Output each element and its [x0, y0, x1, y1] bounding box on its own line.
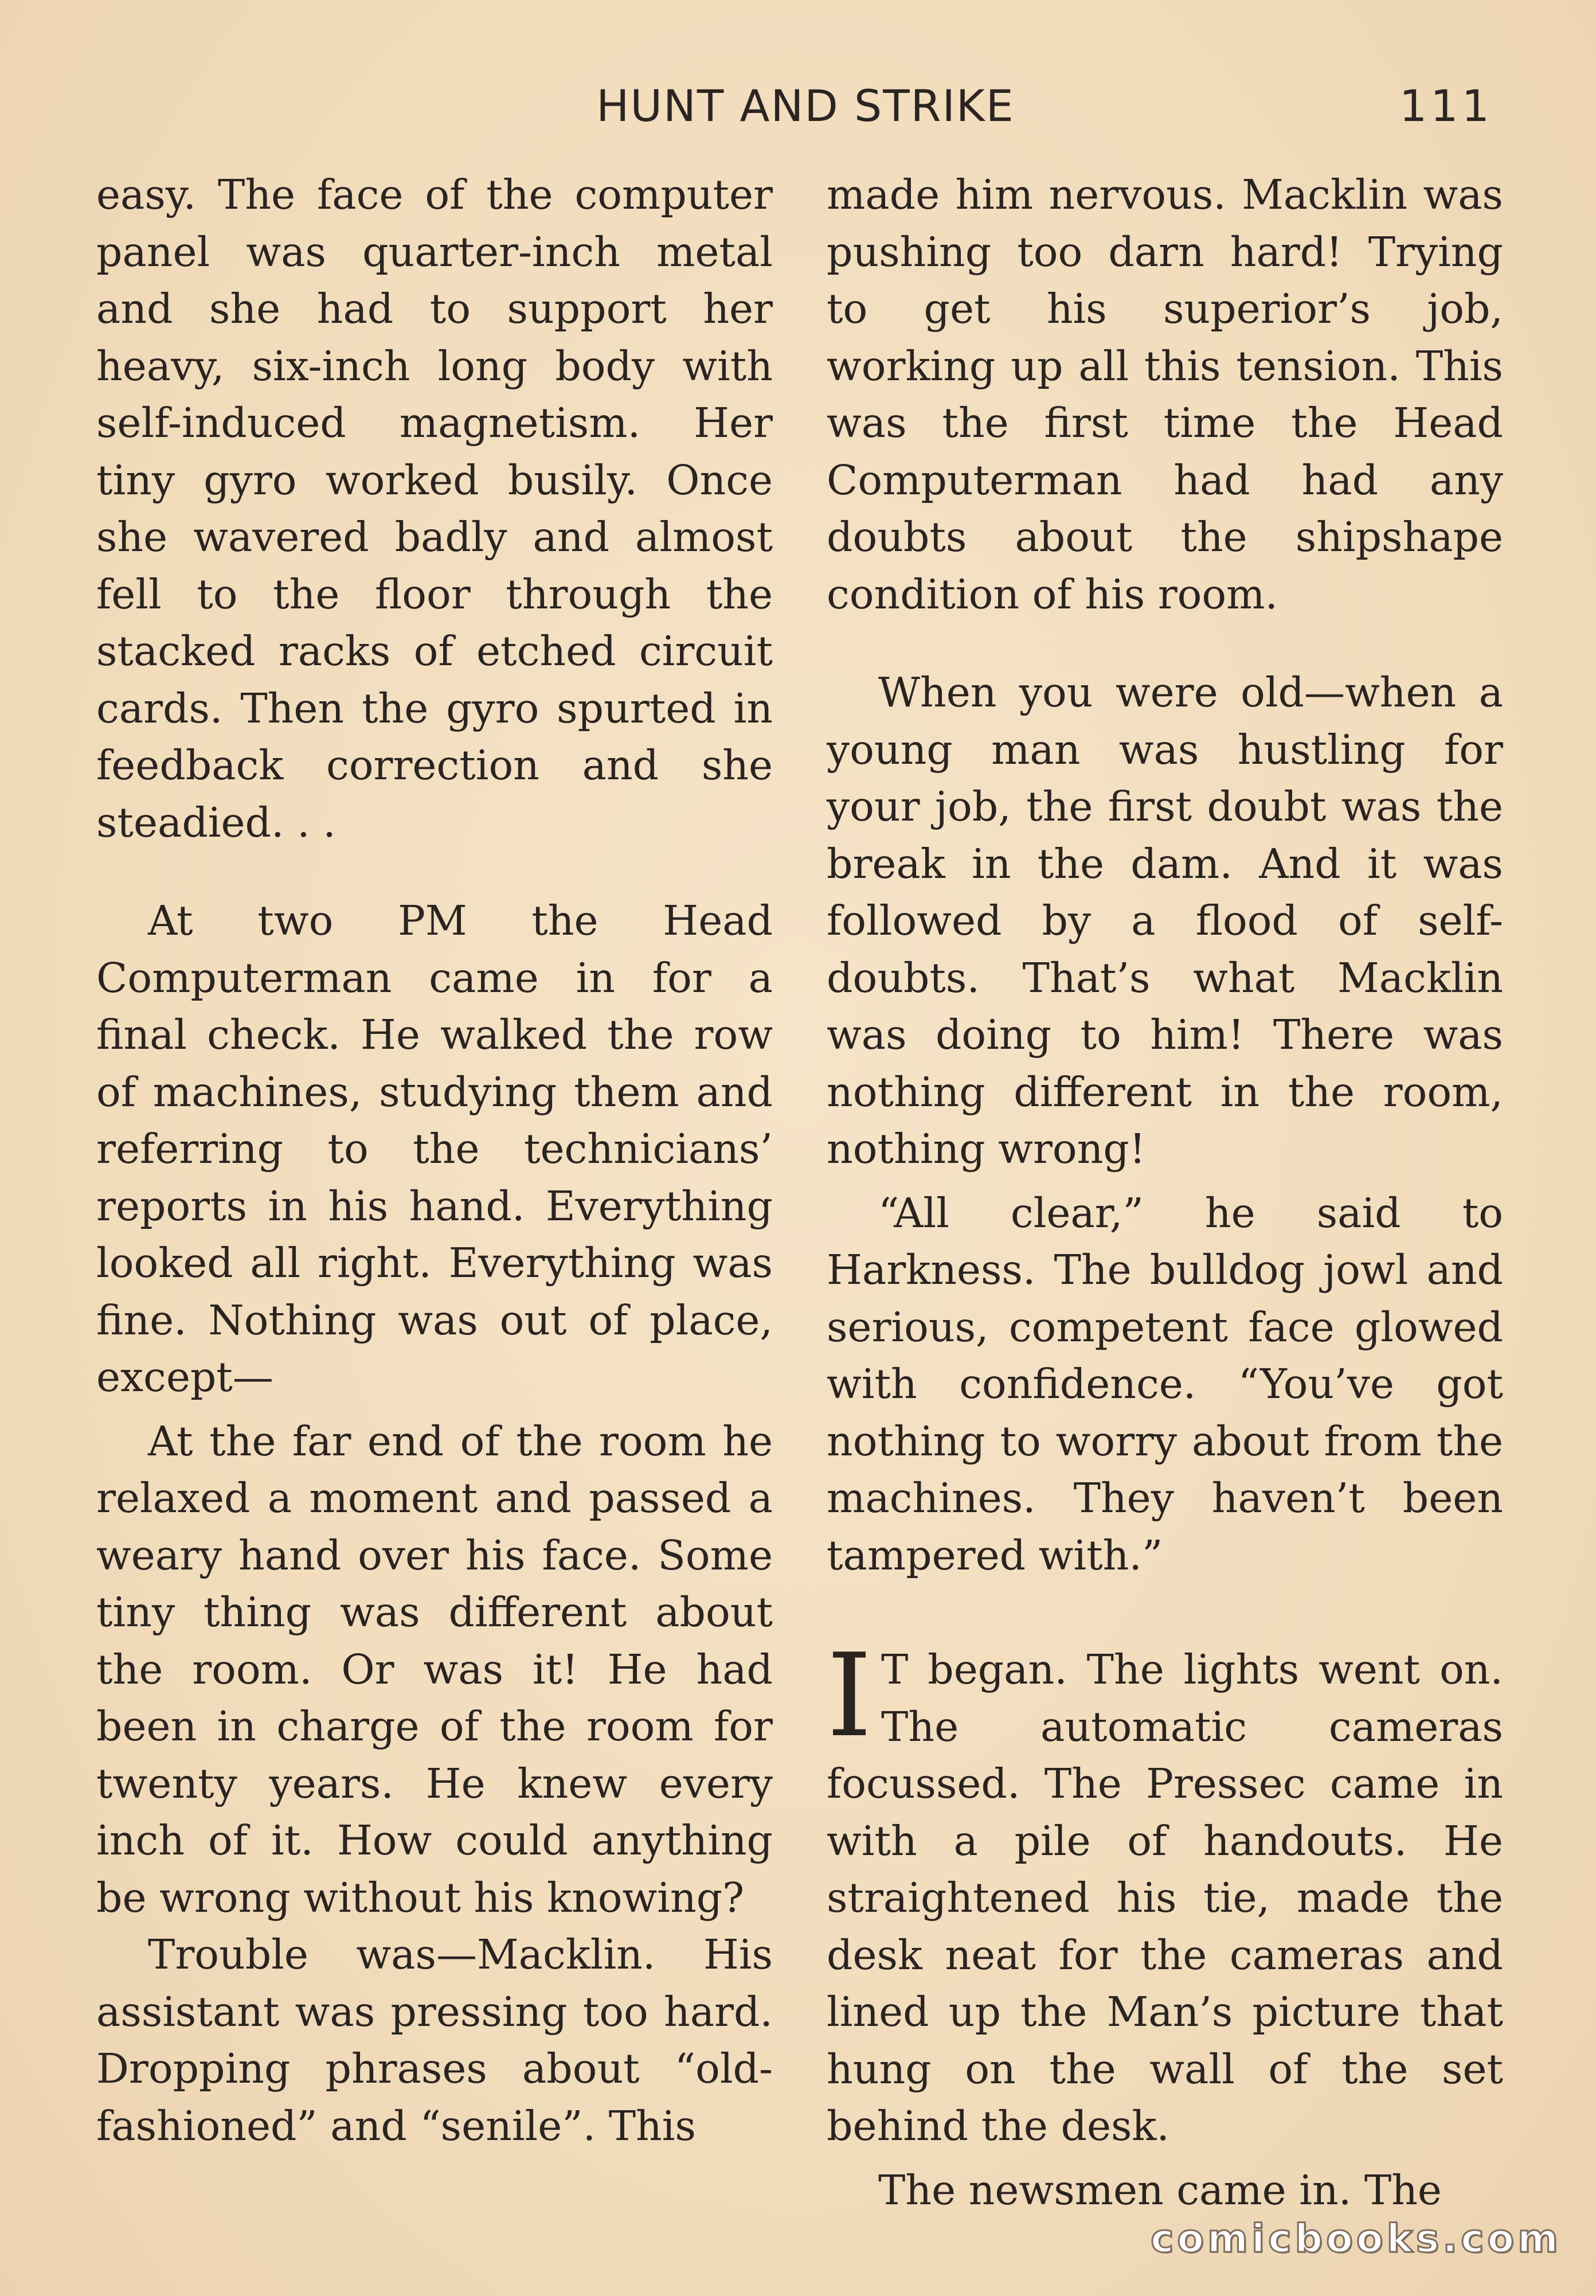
paragraph: easy. The face of the computer panel was quarter-inch metal and she had to support her heavy, six-inch long body with self-induced magnetism. Her tiny gyro worked busily. Once she wavered badly and almost fell to the floor through the stacked racks of etched circuit cards. Then the gyro spurted in feedback correction and she steadied. . .: [96, 171, 773, 846]
running-head: HUNT AND STRIKE: [596, 80, 1015, 131]
left-column: [96, 166, 773, 2154]
right-column: [827, 166, 1503, 2219]
paragraph-dropcap: IT began. The lights went on. The automatic cameras focussed. The Pressec came in with a pile of handouts. He straightened his tie, made the desk neat for the cameras and lined up the Man’s picture that hung on the wall of the set behind the desk.: [827, 1629, 1503, 2150]
paragraph: The newsmen came in. The: [878, 2166, 1442, 2214]
paragraph: When you were old—when a young man was hustling for your job, the first doubt was the break in the dam. And it was followed by a flood of self-doubts. That’s what Macklin was doing to him! There was nothing different in the room, nothing wrong!: [827, 669, 1503, 1173]
paragraph: At the far end of the room he relaxed a moment and passed a weary hand over his face. Some tiny thing was different about the room. Or was it! He had been in charge of the room for twenty years. He knew every inch of it. How could anything be wrong without his knowing?: [96, 1417, 773, 1922]
paragraph: “All clear,” he said to Harkness. The bulldog jowl and serious, competent face glowed with confidence. “You’ve got nothing to worry about from the machines. They haven’t been tampered with.”: [827, 1189, 1503, 1579]
watermark-logo: comicbooks.com: [1150, 2216, 1562, 2262]
page-number: 111: [1399, 80, 1493, 131]
paragraph: Trouble was—Macklin. His assistant was pressing too hard. Dropping phrases about “old-fashioned” and “senile”. This: [96, 1931, 773, 2150]
paragraph: made him nervous. Macklin was pushing too darn hard! Trying to get his superior’s job, working up all this tension. This was the first time the Head Computerman had had any doubts about the shipshape condition of his room.: [827, 171, 1503, 618]
paragraph: At two PM the Head Computerman came in for a final check. He walked the row of machines, studying them and referring to the technicians’ reports in his hand. Everything looked all right. Everything was fine. Nothing was out of place, except—: [96, 897, 773, 1401]
